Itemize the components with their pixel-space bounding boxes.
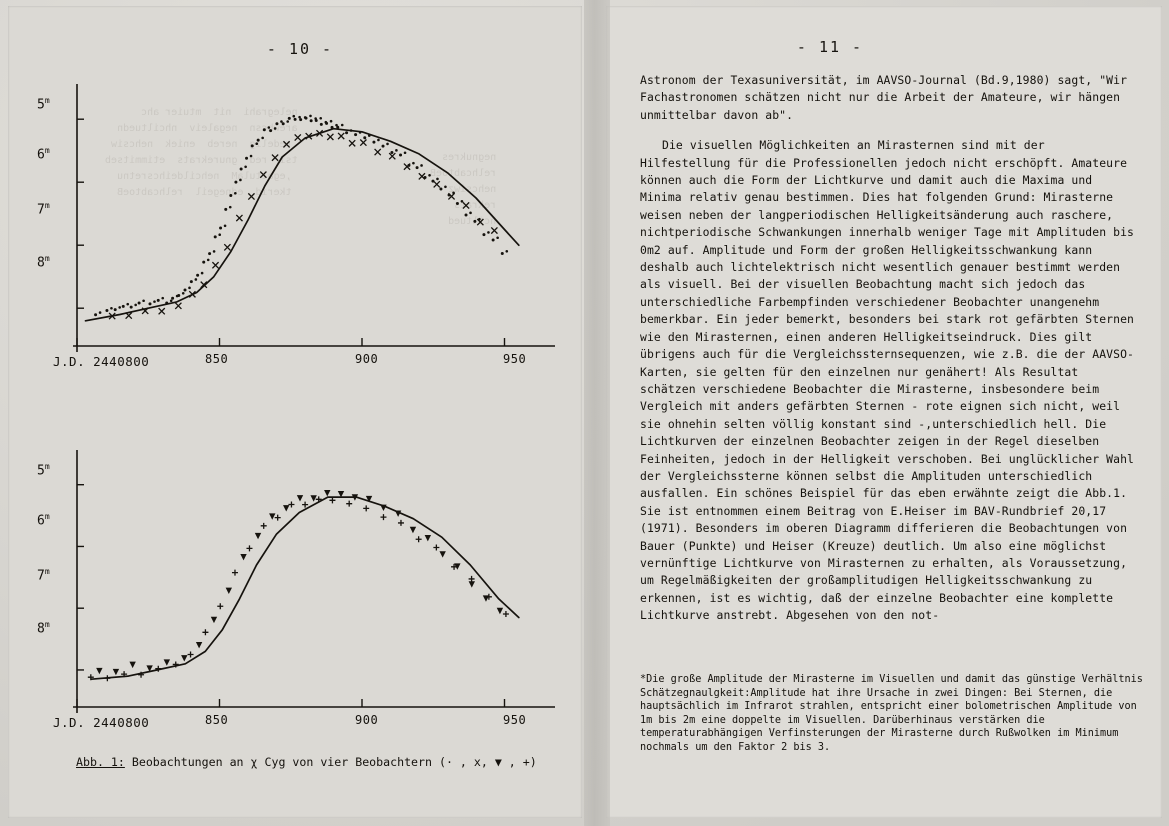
footnote-text: *Die große Amplitude der Mirasterne im Visuellen und damit das günstige Verhältnis Schätzegnaulgkeit:Amplitude hat ihre Ursache in zwei Dingen: Bei Sternen, die hauptsächlich im Infrarot strahlen, entspricht einer bolometrischen Amplitude von 1m bis 2m eine doppelte im Visuellen. Darüberhinaus verstärken die temperaturabhängigen Verfinsterungen der Mirasterne durch Rußwolken im Minimum nochmals um den Faktor 2 bis 3. (640, 674, 1143, 753)
figure-caption-label: Abb. 1: (76, 755, 125, 769)
x-tick-950-top: 950 (503, 352, 527, 366)
footnote-block (640, 673, 1145, 755)
figure-top-lightcurve (37, 84, 555, 374)
y-tick-8-bottom: 8$^m$ (37, 620, 50, 637)
article-body (640, 72, 1140, 638)
x-tick-jd-bottom: J.D. 2440800 (53, 715, 150, 730)
x-tick-850-top: 850 (205, 352, 229, 366)
y-tick-8-top: 8$^m$ (37, 254, 50, 271)
x-tick-950-bottom: 950 (503, 713, 527, 727)
y-tick-6-bottom: 6$^m$ (37, 512, 50, 529)
y-tick-5-top: 5$^m$ (37, 96, 50, 113)
page-number-left: - 10 - (266, 40, 334, 58)
figure-caption-text: Beobachtungen an χ Cyg von vier Beobachtern (· , x, ▼ , +) (131, 755, 537, 769)
book-gutter (584, 0, 610, 826)
paragraph-0: Astronom der Texasuniversität, im AAVSO-Journal (Bd.9,1980) sagt, "Wir Fachastronomen schätzen nicht nur die Arbeit der Amateure, wir hängen unmittelbar davon ab". (640, 73, 1128, 122)
y-tick-7-top: 7$^m$ (37, 201, 50, 218)
x-tick-900-bottom: 900 (355, 713, 379, 727)
y-tick-6-top: 6$^m$ (37, 146, 50, 163)
bottom-chart-svg (55, 450, 555, 735)
y-tick-7-bottom: 7$^m$ (37, 567, 50, 584)
x-tick-900-top: 900 (355, 352, 379, 366)
figure-caption (76, 755, 576, 769)
x-tick-850-bottom: 850 (205, 713, 229, 727)
page-number-right: - 11 - (796, 38, 864, 56)
x-tick-jd-top: J.D. 2440800 (53, 354, 150, 369)
paragraph-1: Die visuellen Möglichkeiten an Mirasternen sind mit der Hilfestellung für die Professionellen jedoch nicht erschöpft. Amateure können auch die Form der Lichtkurve und damit auch die Maxima und Minima relativ genau bestimmen. Dies hat folgenden Grund: Mirasterne weisen neben der langperiodischen Helligkeitsänderung auch raschere, nichtperiodische Schwankungen innerhalb weniger Tage mit Amplituden bis 0m2 auf. Amplitude und Form der großen Helligkeitsschwankung kann deshalb auch lichtelektrisch nicht wesentlich genauer bestimmt werden als visuell. Bei der visuellen Beobachtung macht sich jedoch das unterschiedliche Farbempfinden verschiedener Beobachter unangenehm bemerkbar. Ein jeder bemerkt, besonders bei stark rot gefärbten Sternen wie den Mirasternen, einen anderen Helligkeitseindruck. Dies gilt übrigens auch für die Vergleichssternsequenzen, wie z.B. die der AAVSO-Karten, sie gelten für den einzelnen nur genähert! Als Resultat schätzen verschiedene Beobachter die Mirasterne, insbesondere beim Vergleich mit anders gefärbten Sternen - rote eignen sich nicht, weil sie ohnehin selten völlig konstant sind -,unterschiedlich hell. Die Lichtkurven der einzelnen Beobachter zeigen in der Regel dieselben Feinheiten, jedoch in der Helligkeit verschoben. Bei unglücklicher Wahl der Vergleichssterne können selbst die Amplituden unterschiedlich ausfallen. Ein schönes Beispiel für das eben erwähnte zeigt die Abb.1. Sie ist entnommen einem Beitrag von E.Heiser im BAV-Rundbrief 20,17 (1971). Besonders im oberen Diagramm differieren die Beobachtungen von Bauer (Punkte) und Heiser (Kreuze) deutlich. Um also eine möglichst vernünftige Lichtkurve von Mirasternen zu erhalten, als Voraussetzung, um Regelmäßigkeiten der großamplitudigen Helligkeitsschwankung zu erkennen, ist es wichtig, daß der einzelne Beobachter eine komplette Lichtkurve anstrebt. Abgesehen von den not- (640, 138, 1134, 623)
figure-bottom-lightcurve (37, 450, 555, 735)
top-chart-svg (55, 84, 555, 374)
y-tick-5-bottom: 5$^m$ (37, 462, 50, 479)
